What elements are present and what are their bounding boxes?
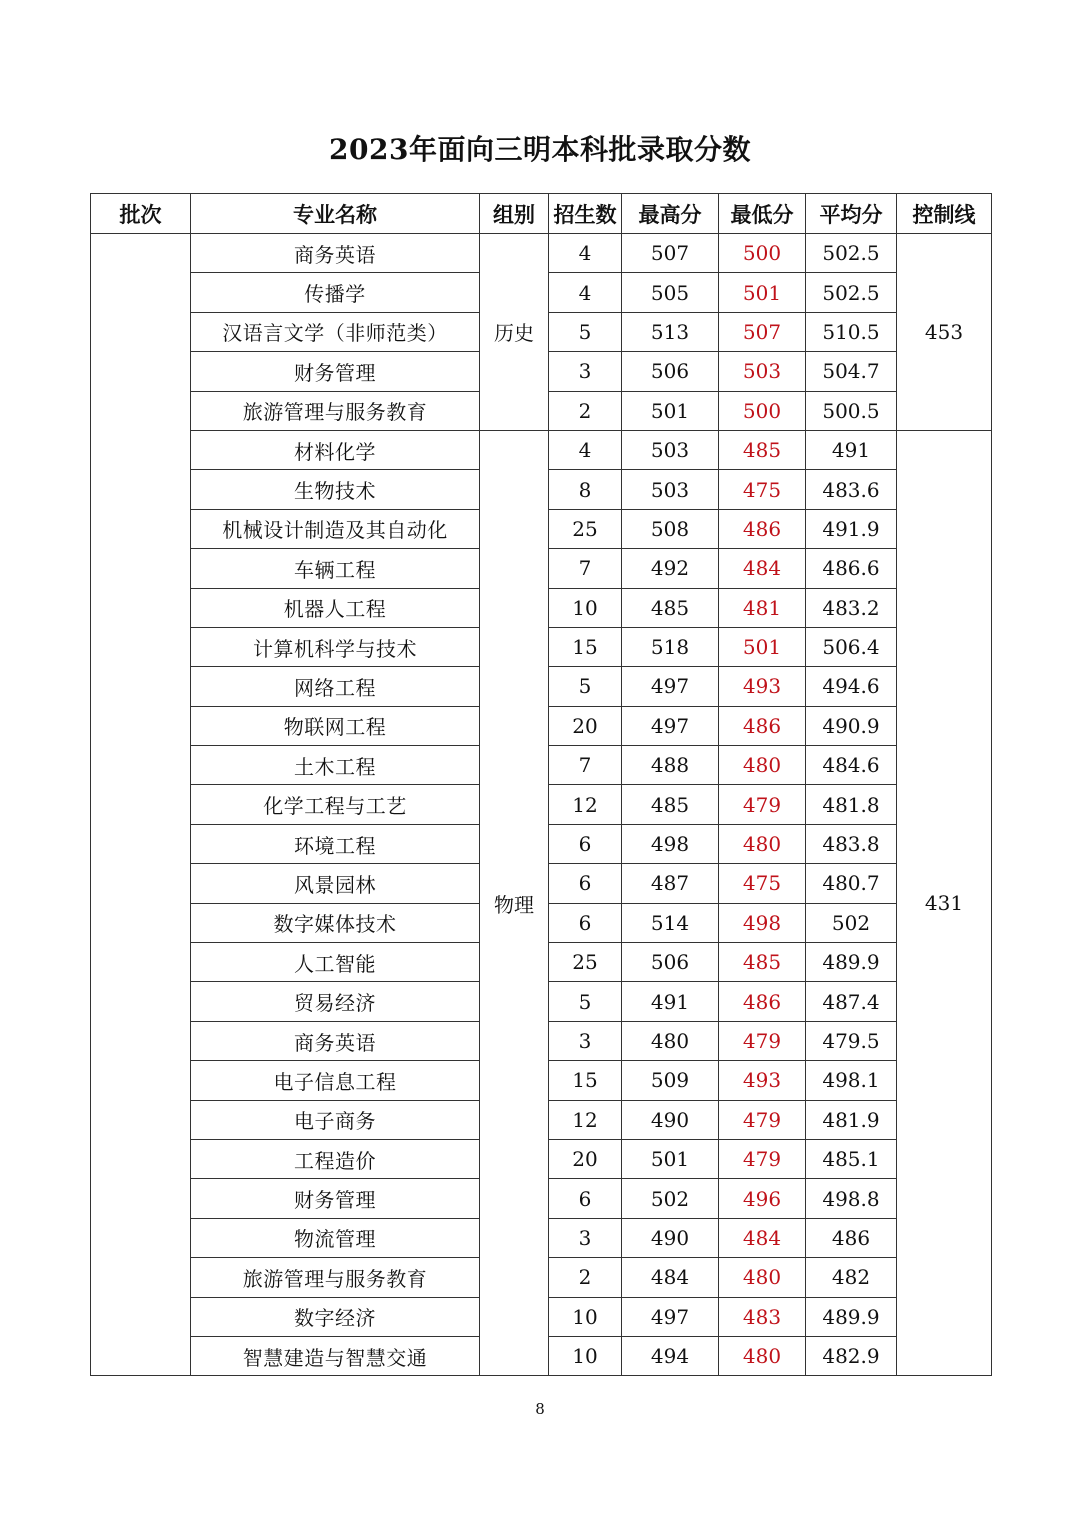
major-name-cell: 物联网工程 bbox=[191, 706, 480, 745]
min-score-cell: 484 bbox=[719, 1218, 806, 1257]
group-cell: 物理 bbox=[480, 430, 549, 1375]
max-score-cell: 507 bbox=[622, 234, 719, 273]
major-name-cell: 财务管理 bbox=[191, 352, 480, 391]
enrollment-cell: 15 bbox=[549, 1061, 622, 1100]
max-score-cell: 514 bbox=[622, 903, 719, 942]
avg-score-cell: 489.9 bbox=[806, 1297, 897, 1336]
major-name-cell: 电子商务 bbox=[191, 1100, 480, 1139]
min-score-cell: 485 bbox=[719, 943, 806, 982]
avg-score-cell: 484.6 bbox=[806, 746, 897, 785]
max-score-cell: 490 bbox=[622, 1100, 719, 1139]
avg-score-cell: 491 bbox=[806, 430, 897, 469]
min-score-cell: 500 bbox=[719, 391, 806, 430]
major-name-cell: 风景园林 bbox=[191, 864, 480, 903]
avg-score-cell: 504.7 bbox=[806, 352, 897, 391]
avg-score-cell: 480.7 bbox=[806, 864, 897, 903]
avg-score-cell: 486 bbox=[806, 1218, 897, 1257]
min-score-cell: 479 bbox=[719, 1100, 806, 1139]
max-score-cell: 506 bbox=[622, 943, 719, 982]
avg-score-cell: 483.8 bbox=[806, 824, 897, 863]
enrollment-cell: 20 bbox=[549, 706, 622, 745]
enrollment-cell: 2 bbox=[549, 391, 622, 430]
min-score-cell: 484 bbox=[719, 549, 806, 588]
avg-score-cell: 490.9 bbox=[806, 706, 897, 745]
enrollment-cell: 3 bbox=[549, 1021, 622, 1060]
min-score-cell: 496 bbox=[719, 1179, 806, 1218]
major-name-cell: 网络工程 bbox=[191, 667, 480, 706]
min-score-cell: 479 bbox=[719, 1021, 806, 1060]
header-control-line: 控制线 bbox=[897, 194, 992, 234]
min-score-cell: 479 bbox=[719, 785, 806, 824]
max-score-cell: 518 bbox=[622, 627, 719, 666]
avg-score-cell: 481.8 bbox=[806, 785, 897, 824]
table-row bbox=[91, 430, 992, 469]
enrollment-cell: 6 bbox=[549, 824, 622, 863]
table-body bbox=[91, 234, 992, 1376]
major-name-cell: 人工智能 bbox=[191, 943, 480, 982]
avg-score-cell: 491.9 bbox=[806, 509, 897, 548]
min-score-cell: 486 bbox=[719, 982, 806, 1021]
min-score-cell: 485 bbox=[719, 430, 806, 469]
major-name-cell: 数字媒体技术 bbox=[191, 903, 480, 942]
max-score-cell: 503 bbox=[622, 470, 719, 509]
max-score-cell: 480 bbox=[622, 1021, 719, 1060]
major-name-cell: 物流管理 bbox=[191, 1218, 480, 1257]
page-title: 2023年面向三明本科批录取分数 bbox=[329, 133, 751, 166]
enrollment-cell: 4 bbox=[549, 234, 622, 273]
major-name-cell: 电子信息工程 bbox=[191, 1061, 480, 1100]
min-score-cell: 501 bbox=[719, 627, 806, 666]
min-score-cell: 493 bbox=[719, 1061, 806, 1100]
min-score-cell: 483 bbox=[719, 1297, 806, 1336]
enrollment-cell: 20 bbox=[549, 1139, 622, 1178]
enrollment-cell: 25 bbox=[549, 943, 622, 982]
max-score-cell: 488 bbox=[622, 746, 719, 785]
max-score-cell: 492 bbox=[622, 549, 719, 588]
max-score-cell: 491 bbox=[622, 982, 719, 1021]
major-name-cell: 机器人工程 bbox=[191, 588, 480, 627]
avg-score-cell: 498.8 bbox=[806, 1179, 897, 1218]
table-row bbox=[91, 234, 992, 273]
min-score-cell: 500 bbox=[719, 234, 806, 273]
major-name-cell: 工程造价 bbox=[191, 1139, 480, 1178]
enrollment-cell: 4 bbox=[549, 273, 622, 312]
enrollment-cell: 8 bbox=[549, 470, 622, 509]
header-min-score: 最低分 bbox=[719, 194, 806, 234]
major-name-cell: 车辆工程 bbox=[191, 549, 480, 588]
header-group: 组别 bbox=[480, 194, 549, 234]
admission-score-table bbox=[90, 193, 992, 1376]
major-name-cell: 生物技术 bbox=[191, 470, 480, 509]
enrollment-cell: 4 bbox=[549, 430, 622, 469]
max-score-cell: 497 bbox=[622, 706, 719, 745]
avg-score-cell: 502 bbox=[806, 903, 897, 942]
major-name-cell: 化学工程与工艺 bbox=[191, 785, 480, 824]
max-score-cell: 509 bbox=[622, 1061, 719, 1100]
enrollment-cell: 5 bbox=[549, 982, 622, 1021]
max-score-cell: 501 bbox=[622, 391, 719, 430]
major-name-cell: 贸易经济 bbox=[191, 982, 480, 1021]
max-score-cell: 498 bbox=[622, 824, 719, 863]
enrollment-cell: 2 bbox=[549, 1258, 622, 1297]
header-avg-score: 平均分 bbox=[806, 194, 897, 234]
enrollment-cell: 7 bbox=[549, 549, 622, 588]
max-score-cell: 502 bbox=[622, 1179, 719, 1218]
enrollment-cell: 25 bbox=[549, 509, 622, 548]
max-score-cell: 505 bbox=[622, 273, 719, 312]
major-name-cell: 土木工程 bbox=[191, 746, 480, 785]
enrollment-cell: 10 bbox=[549, 1297, 622, 1336]
max-score-cell: 485 bbox=[622, 785, 719, 824]
major-name-cell: 汉语言文学（非师范类） bbox=[191, 312, 480, 351]
enrollment-cell: 12 bbox=[549, 785, 622, 824]
enrollment-cell: 3 bbox=[549, 352, 622, 391]
major-name-cell: 计算机科学与技术 bbox=[191, 627, 480, 666]
min-score-cell: 503 bbox=[719, 352, 806, 391]
avg-score-cell: 485.1 bbox=[806, 1139, 897, 1178]
enrollment-cell: 15 bbox=[549, 627, 622, 666]
min-score-cell: 480 bbox=[719, 1258, 806, 1297]
control-line-cell: 431 bbox=[897, 430, 992, 1375]
major-name-cell: 商务英语 bbox=[191, 1021, 480, 1060]
enrollment-cell: 6 bbox=[549, 864, 622, 903]
group-cell: 历史 bbox=[480, 234, 549, 431]
avg-score-cell: 498.1 bbox=[806, 1061, 897, 1100]
min-score-cell: 481 bbox=[719, 588, 806, 627]
avg-score-cell: 483.6 bbox=[806, 470, 897, 509]
page-number: 8 bbox=[535, 1400, 545, 1418]
avg-score-cell: 494.6 bbox=[806, 667, 897, 706]
enrollment-cell: 5 bbox=[549, 312, 622, 351]
max-score-cell: 513 bbox=[622, 312, 719, 351]
avg-score-cell: 502.5 bbox=[806, 234, 897, 273]
enrollment-cell: 6 bbox=[549, 903, 622, 942]
avg-score-cell: 506.4 bbox=[806, 627, 897, 666]
min-score-cell: 475 bbox=[719, 864, 806, 903]
max-score-cell: 501 bbox=[622, 1139, 719, 1178]
major-name-cell: 财务管理 bbox=[191, 1179, 480, 1218]
min-score-cell: 498 bbox=[719, 903, 806, 942]
min-score-cell: 486 bbox=[719, 706, 806, 745]
max-score-cell: 494 bbox=[622, 1336, 719, 1375]
enrollment-cell: 5 bbox=[549, 667, 622, 706]
major-name-cell: 机械设计制造及其自动化 bbox=[191, 509, 480, 548]
min-score-cell: 480 bbox=[719, 746, 806, 785]
avg-score-cell: 489.9 bbox=[806, 943, 897, 982]
enrollment-cell: 7 bbox=[549, 746, 622, 785]
enrollment-cell: 6 bbox=[549, 1179, 622, 1218]
min-score-cell: 507 bbox=[719, 312, 806, 351]
major-name-cell: 材料化学 bbox=[191, 430, 480, 469]
major-name-cell: 旅游管理与服务教育 bbox=[191, 391, 480, 430]
min-score-cell: 480 bbox=[719, 824, 806, 863]
max-score-cell: 484 bbox=[622, 1258, 719, 1297]
max-score-cell: 508 bbox=[622, 509, 719, 548]
max-score-cell: 487 bbox=[622, 864, 719, 903]
min-score-cell: 501 bbox=[719, 273, 806, 312]
header-enrollment: 招生数 bbox=[549, 194, 622, 234]
max-score-cell: 497 bbox=[622, 667, 719, 706]
major-name-cell: 旅游管理与服务教育 bbox=[191, 1258, 480, 1297]
min-score-cell: 480 bbox=[719, 1336, 806, 1375]
avg-score-cell: 481.9 bbox=[806, 1100, 897, 1139]
avg-score-cell: 482.9 bbox=[806, 1336, 897, 1375]
enrollment-cell: 10 bbox=[549, 1336, 622, 1375]
avg-score-cell: 482 bbox=[806, 1258, 897, 1297]
control-line-cell: 453 bbox=[897, 234, 992, 431]
max-score-cell: 503 bbox=[622, 430, 719, 469]
min-score-cell: 486 bbox=[719, 509, 806, 548]
avg-score-cell: 500.5 bbox=[806, 391, 897, 430]
avg-score-cell: 510.5 bbox=[806, 312, 897, 351]
batch-cell bbox=[91, 234, 191, 1376]
avg-score-cell: 487.4 bbox=[806, 982, 897, 1021]
header-major: 专业名称 bbox=[191, 194, 480, 234]
min-score-cell: 479 bbox=[719, 1139, 806, 1178]
max-score-cell: 497 bbox=[622, 1297, 719, 1336]
avg-score-cell: 486.6 bbox=[806, 549, 897, 588]
avg-score-cell: 479.5 bbox=[806, 1021, 897, 1060]
header-batch: 批次 bbox=[91, 194, 191, 234]
major-name-cell: 传播学 bbox=[191, 273, 480, 312]
avg-score-cell: 502.5 bbox=[806, 273, 897, 312]
avg-score-cell: 483.2 bbox=[806, 588, 897, 627]
min-score-cell: 475 bbox=[719, 470, 806, 509]
major-name-cell: 环境工程 bbox=[191, 824, 480, 863]
max-score-cell: 506 bbox=[622, 352, 719, 391]
major-name-cell: 商务英语 bbox=[191, 234, 480, 273]
header-row bbox=[91, 194, 992, 234]
enrollment-cell: 3 bbox=[549, 1218, 622, 1257]
major-name-cell: 智慧建造与智慧交通 bbox=[191, 1336, 480, 1375]
min-score-cell: 493 bbox=[719, 667, 806, 706]
enrollment-cell: 12 bbox=[549, 1100, 622, 1139]
major-name-cell: 数字经济 bbox=[191, 1297, 480, 1336]
enrollment-cell: 10 bbox=[549, 588, 622, 627]
max-score-cell: 490 bbox=[622, 1218, 719, 1257]
max-score-cell: 485 bbox=[622, 588, 719, 627]
header-max-score: 最高分 bbox=[622, 194, 719, 234]
